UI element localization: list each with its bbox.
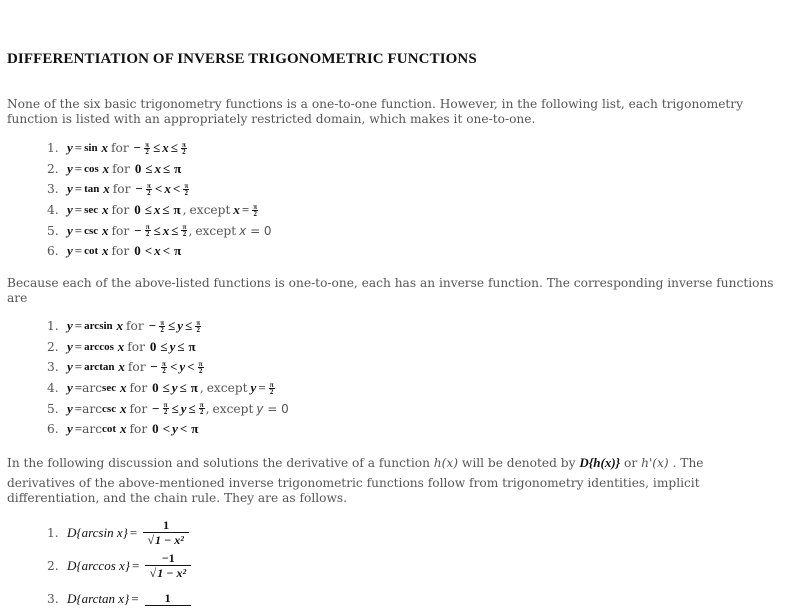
inverse-intro-paragraph: Because each of the above-listed functions is one-to-one, each has an inverse function. The corresponding inverse functions are (7, 276, 774, 305)
list-item: 3. D{arctan x} = 1 (47, 582, 191, 615)
list-item: 1. y = sin x for − $\frac{\pi}{2}$ ≤ x ≤ $\frac{\pi}{2}$ (47, 138, 272, 159)
list-item: 2. D{arccos x} = −1 √1 − x² (47, 549, 191, 582)
intro-paragraph: None of the six basic trigonometry functions is a one-to-one function. However, in the following list, each trigonometry function is listed with an appropriately restricted domain, which makes it one-to-one. (7, 97, 744, 126)
restricted-functions-list (47, 138, 272, 262)
inverse-functions-list (47, 316, 289, 440)
list-item: 2. y = cos x for 0 ≤ x ≤ π (47, 160, 182, 176)
item-number: 1. (47, 141, 59, 156)
list-item: 6. y = arc cot x for 0 < y < π (47, 421, 199, 437)
list-item: 3. y = tan x for − $\frac{\pi}{2}$ < x < $\frac{\pi}{2}$ (47, 181, 189, 197)
list-item: 4. y = arc sec x for 0 ≤ y ≤ π , except y = $\frac{\pi}{2}$ (47, 380, 274, 396)
list-item: 4. y = sec x for 0 ≤ x ≤ π , except x = $\frac{\pi}{2}$ (47, 202, 258, 218)
list-item: 2. y = arccos x for 0 ≤ y ≤ π (47, 338, 196, 354)
list-item: 5. y = arc csc x for − $\frac{\pi}{2}$ ≤ y ≤ $\frac{\pi}{2}$ , except y = 0 (47, 400, 289, 417)
page-title: DIFFERENTIATION OF INVERSE TRIGONOMETRIC FUNCTIONS (7, 51, 477, 67)
list-item: 5. y = csc x for − $\frac{\pi}{2}$ ≤ x ≤ $\frac{\pi}{2}$ , except x = 0 (47, 222, 272, 239)
derivatives-list (47, 516, 191, 615)
list-item: 1. y = arcsin x for − $\frac{\pi}{2}$ ≤ y ≤ $\frac{\pi}{2}$ (47, 318, 201, 334)
list-item: 6. y = cot x for 0 < x < π (47, 243, 182, 259)
derivatives-intro-paragraph: derivatives of the above-mentioned inverse trigonometric functions follow from trigonometry identities, implicit differentiation, and the chain rule. They are as follows. (7, 476, 700, 505)
list-item: 3. y = arctan x for − $\frac{\pi}{2}$ < y < $\frac{\pi}{2}$ (47, 359, 203, 375)
list-item: 1. D{arcsin x} = 1 √1 − x² (47, 516, 191, 549)
notation-paragraph: In the following discussion and solutions the derivative of a function h(x) will be denoted by D{h(x)} or h'(x) . The (7, 455, 704, 470)
